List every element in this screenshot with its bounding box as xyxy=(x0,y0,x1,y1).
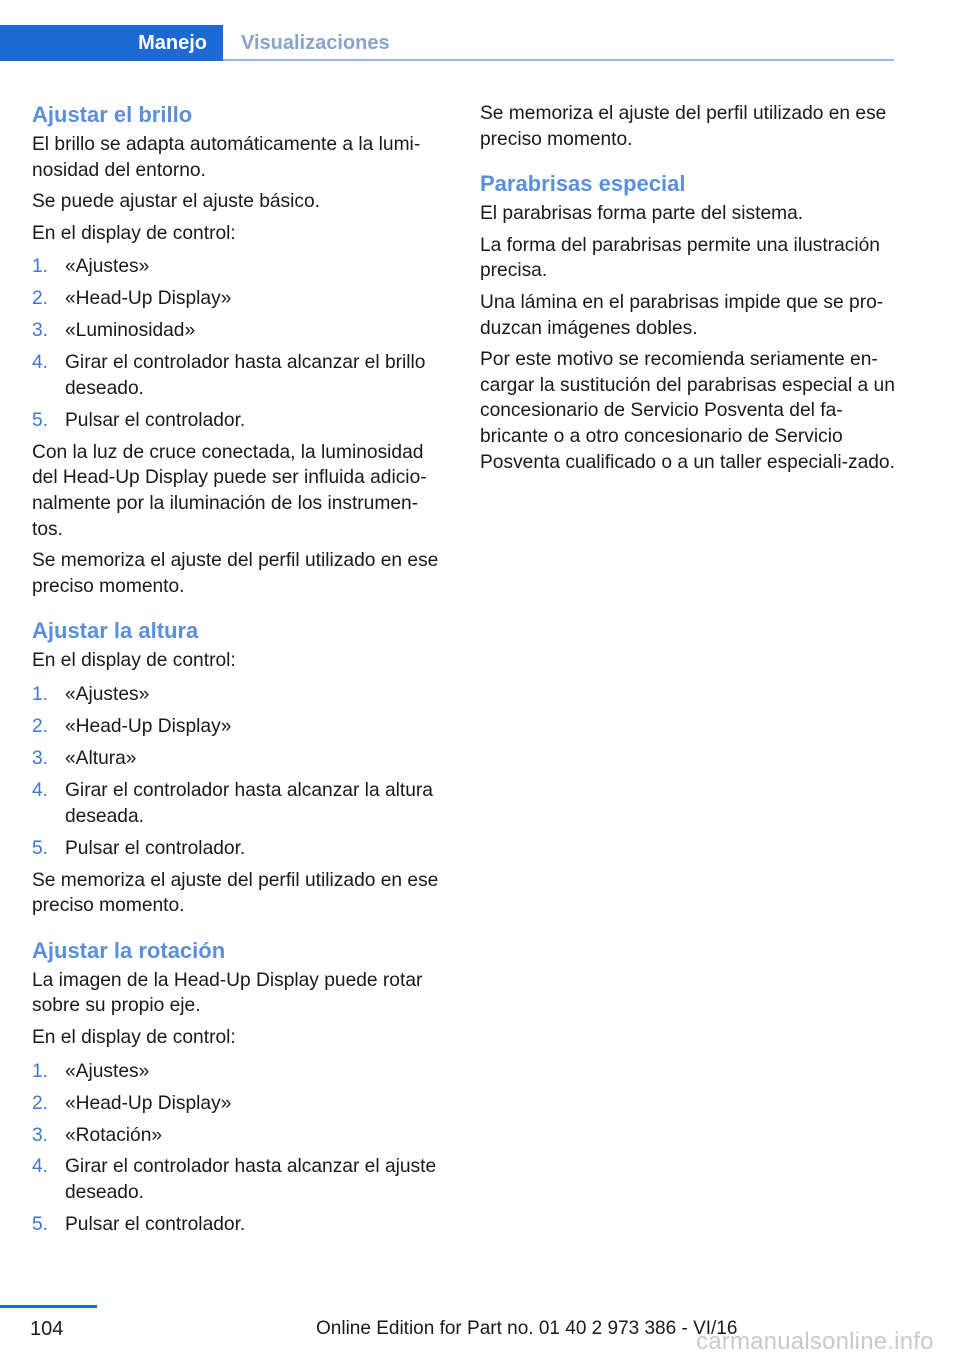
paragraph: Se puede ajustar el ajuste básico. xyxy=(32,191,320,213)
step-text: Pulsar el controlador. xyxy=(65,1214,246,1236)
step-item xyxy=(32,1212,447,1238)
step-item xyxy=(32,836,447,862)
steps-list xyxy=(32,682,447,861)
step-number: 4. xyxy=(32,1156,49,1178)
steps-list xyxy=(32,254,447,433)
step-item xyxy=(32,254,447,280)
step-item xyxy=(32,714,447,740)
step-number: 5. xyxy=(32,837,49,859)
step-number: 1. xyxy=(32,256,49,278)
step-text: «Ajustes» xyxy=(65,1060,150,1082)
paragraph: La imagen de la Head-Up Display puede rotar sobre su propio eje. xyxy=(32,969,423,1017)
step-item xyxy=(32,682,447,708)
paragraph: El parabrisas forma parte del sistema. xyxy=(480,203,804,225)
step-item xyxy=(32,1154,447,1205)
paragraph: Por este motivo se recomienda seriamente en‐cargar la sustitución del parabrisas especial a un concesionario de Servicio Posventa del fa‐bricante o a otro concesionario de Servicio Posventa cualificado o a un taller especiali‐zado. xyxy=(480,349,895,473)
step-item xyxy=(32,746,447,772)
step-item xyxy=(32,1059,447,1085)
step-number: 3. xyxy=(32,320,49,342)
step-text: «Luminosidad» xyxy=(65,320,196,342)
paragraph: En el display de control: xyxy=(32,222,236,244)
step-number: 1. xyxy=(32,684,49,706)
right-column xyxy=(480,101,898,481)
step-item xyxy=(32,408,447,434)
section-rotation xyxy=(32,937,447,1238)
step-text: Pulsar el controlador. xyxy=(65,837,246,859)
step-number: 2. xyxy=(32,1092,49,1114)
chapter-tab: Manejo xyxy=(0,25,223,61)
paragraph: Se memoriza el ajuste del perfil utilizado en ese preciso momento. xyxy=(480,103,887,150)
heading-height: Ajustar la altura xyxy=(32,618,199,644)
step-text: Girar el controlador hasta alcanzar la altura deseada. xyxy=(65,780,433,827)
page-header xyxy=(0,0,894,64)
step-number: 3. xyxy=(32,748,49,770)
step-text: «Altura» xyxy=(65,748,137,770)
section-height xyxy=(32,617,447,918)
left-column xyxy=(32,101,447,1244)
edition-note: Online Edition for Part no. 01 40 2 973 386 - VI/16 xyxy=(316,1318,738,1339)
step-item xyxy=(32,286,447,312)
step-number: 1. xyxy=(32,1060,49,1082)
step-text: Girar el controlador hasta alcanzar el brillo deseado. xyxy=(65,352,426,399)
step-text: «Ajustes» xyxy=(65,684,150,706)
section-tab: Visualizaciones xyxy=(223,25,894,61)
header-divider xyxy=(223,59,894,61)
step-number: 4. xyxy=(32,352,49,374)
paragraph: En el display de control: xyxy=(32,650,236,672)
step-text: «Head-Up Display» xyxy=(65,1092,232,1114)
step-text: «Ajustes» xyxy=(65,256,150,278)
heading-special-windshield: Parabrisas especial xyxy=(480,171,686,197)
paragraph: Se memoriza el ajuste del perfil utilizado en ese preciso momento. xyxy=(32,550,439,597)
step-text: Girar el controlador hasta alcanzar el ajuste deseado. xyxy=(65,1156,437,1204)
heading-rotation: Ajustar la rotación xyxy=(32,937,226,963)
step-item xyxy=(32,318,447,344)
step-text: «Head-Up Display» xyxy=(65,716,232,738)
page-number: 104 xyxy=(30,1318,64,1340)
footer-divider xyxy=(0,1305,97,1308)
step-number: 4. xyxy=(32,780,49,801)
step-number: 5. xyxy=(32,409,49,431)
paragraph: Se memoriza el ajuste del perfil utilizado en ese preciso momento. xyxy=(32,869,439,917)
step-number: 5. xyxy=(32,1214,49,1236)
paragraph: El brillo se adapta automáticamente a la lumi‐nosidad del entorno. xyxy=(32,134,421,181)
paragraph: Una lámina en el parabrisas impide que se pro‐duzcan imágenes dobles. xyxy=(480,291,884,339)
paragraph: En el display de control: xyxy=(32,1026,236,1048)
watermark: carmanualsonline.info xyxy=(696,1328,934,1355)
step-number: 2. xyxy=(32,288,49,310)
paragraph: Con la luz de cruce conectada, la luminosidad del Head-Up Display puede ser influida adicio‐nalmente por la iluminación de los instrumen‐tos. xyxy=(32,441,427,540)
step-number: 3. xyxy=(32,1124,49,1146)
section-brightness xyxy=(32,101,447,599)
step-text: «Rotación» xyxy=(65,1124,163,1146)
heading-brightness: Ajustar el brillo xyxy=(32,102,193,127)
step-item xyxy=(32,350,447,401)
step-text: «Head-Up Display» xyxy=(65,288,232,310)
step-item xyxy=(32,778,447,829)
step-item xyxy=(32,1091,447,1117)
step-text: Pulsar el controlador. xyxy=(65,409,246,431)
steps-list xyxy=(32,1059,447,1238)
step-item xyxy=(32,1123,447,1149)
step-number: 2. xyxy=(32,716,49,738)
paragraph: La forma del parabrisas permite una ilustración precisa. xyxy=(480,234,880,282)
